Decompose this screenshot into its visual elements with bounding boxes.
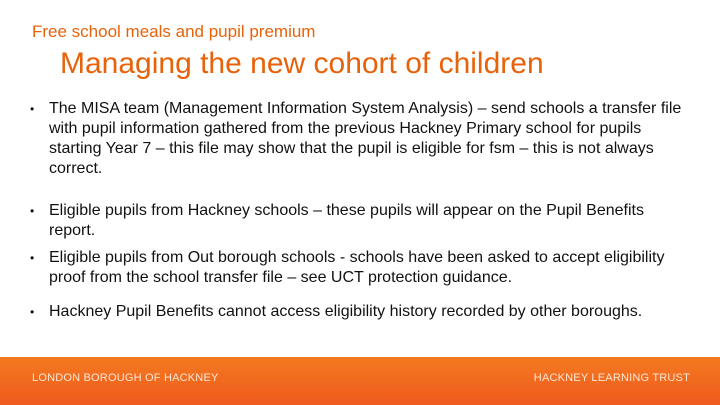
bullet-marker: • <box>30 251 35 265</box>
bullet-item <box>30 248 690 288</box>
bullet-marker: • <box>30 305 35 319</box>
bullet-item <box>30 99 690 179</box>
slide-kicker: Free school meals and pupil premium <box>32 22 316 41</box>
bullet-item <box>30 201 690 241</box>
bullet-text: The MISA team (Management Information System Analysis) – send schools a transfer file with pupil information gathered from the previous Hackney Primary school for pupils starting Year 7 – this file may show that the pupil is eligible for fsm – this is not always correct. <box>49 100 682 177</box>
bullet-marker: • <box>30 204 35 218</box>
bullet-marker: • <box>30 102 35 116</box>
slide-title: Managing the new cohort of children <box>60 47 544 80</box>
footer-bar <box>0 357 720 405</box>
bullet-text: Eligible pupils from Out borough schools - schools have been asked to accept eligibility proof from the school transfer file – see UCT protection guidance. <box>49 249 665 286</box>
footer-left-text: LONDON BOROUGH OF HACKNEY <box>32 372 219 384</box>
bullet-text: Hackney Pupil Benefits cannot access eligibility history recorded by other boroughs. <box>49 303 643 320</box>
footer-right-text: HACKNEY LEARNING TRUST <box>533 372 690 384</box>
bullet-text: Eligible pupils from Hackney schools – these pupils will appear on the Pupil Benefits report. <box>49 202 644 239</box>
bullet-list <box>30 99 690 322</box>
bullet-item <box>30 302 690 322</box>
